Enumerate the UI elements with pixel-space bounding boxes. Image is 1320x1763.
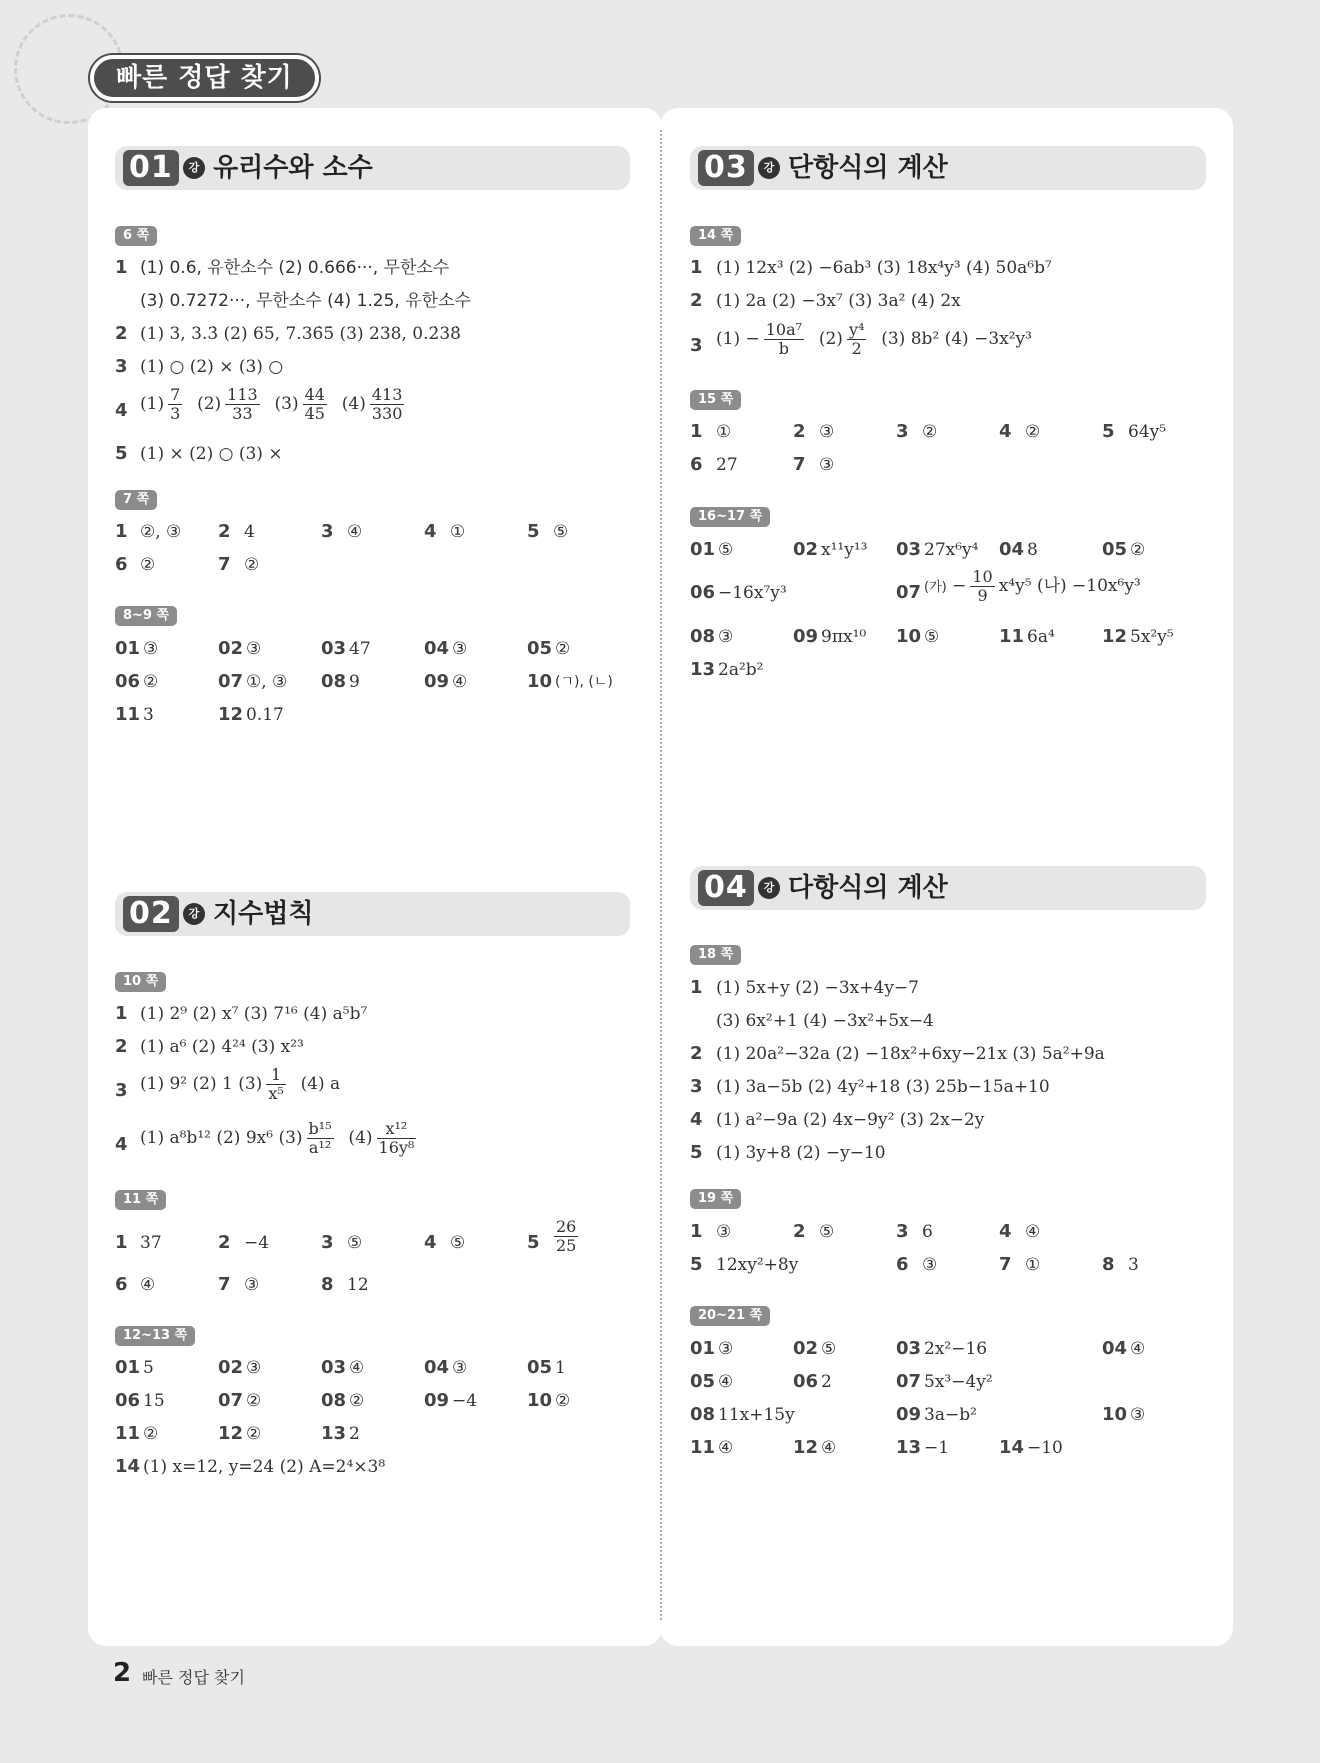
answer-fractions: (1) a⁸b¹² (2) 9x⁶ (3) $\frac{\text{b¹⁵}}{\text{a¹²}}$ (4) $\frac{\text{x¹²}}{\text{16y⁸}}$ [140,1119,415,1157]
answer: ② [555,1391,571,1411]
answer: ② [244,555,260,575]
answer: ④ [1130,1339,1146,1359]
q-number: 11 [115,1423,141,1444]
q-number: 4 [115,400,128,421]
answer: −4 [244,1233,270,1253]
q-number: 2 [218,521,231,542]
q-number: 12 [218,1423,244,1444]
answer: (1) 5x+y (2) −3x+4y−7 [716,978,919,998]
lecture-badge: 강 [758,877,780,899]
q-number: 04 [424,638,450,659]
q-number: 5 [690,1254,703,1275]
fraction: $\frac{413}{330}$ [371,385,403,423]
q-number: 07 [896,582,922,603]
q-number: 04 [999,539,1025,560]
q-number: 06 [115,671,141,692]
answer: ② [143,1424,159,1444]
answer: ④ [1025,1222,1041,1242]
q-number: 1 [690,1221,703,1242]
answer: (3) 0.7272···, 무한소수 (4) 1.25, 유한소수 [140,291,471,311]
q-number: 2 [793,1221,806,1242]
q-number: 4 [999,1221,1012,1242]
q-number: 13 [896,1437,922,1458]
q-number: 7 [218,1274,231,1295]
answer: ② [1130,540,1146,560]
q-number: 14 [999,1437,1025,1458]
q-number: 5 [527,1232,540,1253]
answer: ④ [140,1275,156,1295]
q-number: 05 [690,1371,716,1392]
answer: 15 [143,1391,165,1411]
q-number: 09 [424,671,450,692]
answer: ⑤ [821,1339,837,1359]
answer: ⑤ [718,540,734,560]
q-number: 08 [690,1404,716,1425]
fraction: $\frac{7}{3}$ [170,385,181,423]
answer: 64y⁵ [1128,422,1167,442]
q-number: 4 [424,1232,437,1253]
answer: (1) 2⁹ (2) x⁷ (3) 7¹⁶ (4) a⁵b⁷ [140,1004,368,1024]
page-tag: 8~9 쪽 [115,606,177,626]
page-tag: 15 쪽 [690,390,741,410]
answer: ③ [922,1255,938,1275]
section-title: 유리수와 소수 [213,153,373,183]
page-number: 2 [113,1658,132,1688]
answer: x¹¹y¹³ [821,540,868,560]
q-number: 07 [218,1390,244,1411]
q-number: 02 [218,1357,244,1378]
answer-fractions: (1) − $\frac{\text{10a⁷}}{b}$ (2) $\frac{\text{y⁴}}{2}$ (3) 8b² (4) −3x²y³ [716,320,1032,358]
q-number: 5 [690,1142,703,1163]
q-number: 10 [527,671,553,692]
answer: ②, ③ [140,522,182,542]
q-number: 01 [690,1338,716,1359]
q-number: 02 [218,638,244,659]
fraction: $\frac{\text{y⁴}}{2}$ [848,320,865,358]
q-number: 1 [115,1003,128,1024]
answer: ⑤ [450,1233,466,1253]
q-number: 04 [424,1357,450,1378]
answer: 0.17̇ [246,705,284,725]
answer: ② [1025,422,1041,442]
answer: −4 [452,1391,478,1411]
answer: 12xy²+8y [716,1255,799,1275]
q-number: 08 [321,671,347,692]
section-number: 03 [698,150,754,186]
answer: (ㄱ), (ㄴ) [555,674,613,690]
answer: 6a⁴ [1027,627,1055,647]
q-number: 12 [218,704,244,725]
section-number: 01 [123,150,179,186]
q-number: 01 [115,1357,141,1378]
q-number: 7 [793,454,806,475]
answer: 2 [349,1424,360,1444]
q-number: 1 [690,257,703,278]
section-03-header [690,146,1206,190]
answer: 27 [716,455,738,475]
q-number: 3 [321,1232,334,1253]
q-number: 2 [218,1232,231,1253]
q-number: 04 [1102,1338,1128,1359]
section-number: 02 [123,896,179,932]
q-number: 7 [218,554,231,575]
answer: ④ [452,672,468,692]
q-number: 01 [690,539,716,560]
fraction: $\frac{1}{\text{x⁵}}$ [268,1065,284,1103]
q-number: 11 [999,626,1025,647]
q-number: 8 [1102,1254,1115,1275]
q-number: 05 [527,1357,553,1378]
q-number: 4 [424,521,437,542]
q-number: 06 [793,1371,819,1392]
answer: ③ [819,455,835,475]
answer: (1) × (2) ○ (3) × [140,444,283,464]
column-divider [660,130,662,1620]
answer: ⑤ [347,1233,363,1253]
answer: −16x⁷y³ [718,583,787,603]
answer: ③ [244,1275,260,1295]
q-number: 03 [321,1357,347,1378]
q-number: 05 [1102,539,1128,560]
q-number: 11 [690,1437,716,1458]
q-number: 10 [1102,1404,1128,1425]
q-number: 06 [115,1390,141,1411]
section-02-header [115,892,630,936]
answer: ② [140,555,156,575]
answer: 12 [347,1275,369,1295]
answer: ⑤ [553,522,569,542]
q-number: 11 [115,704,141,725]
section-number: 04 [698,870,754,906]
q-number: 2 [690,290,703,311]
q-number: 01 [115,638,141,659]
q-number: 5 [527,521,540,542]
q-number: 14 [115,1456,141,1477]
q-number: 08 [321,1390,347,1411]
page-tag: 14 쪽 [690,226,741,246]
answer: (1) 2a (2) −3x⁷ (3) 3a² (4) 2x [716,291,961,311]
q-number: 03 [896,1338,922,1359]
answer: ③ [143,639,159,659]
section-title: 지수법칙 [213,899,314,929]
fraction: $\frac{26}{25}$ [556,1217,577,1255]
page-tag: 20~21 쪽 [690,1306,770,1326]
answer: 47 [349,639,371,659]
q-number: 03 [321,638,347,659]
answer: 27x⁶y⁴ [924,540,979,560]
q-number: 3 [896,421,909,442]
answer: ③ [246,639,262,659]
answer: 37 [140,1233,162,1253]
answer: 5x²y⁵ [1130,627,1174,647]
q-number: 09 [793,626,819,647]
answer: −10 [1027,1438,1063,1458]
answer: (1) 0.6, 유한소수 (2) 0.666···, 무한소수 [140,258,450,278]
q-number: 1 [115,1232,128,1253]
answer: ② [922,422,938,442]
lecture-badge: 강 [183,903,205,925]
answer: ① [716,422,732,442]
section-01-header [115,146,630,190]
page-tag: 12~13 쪽 [115,1326,195,1346]
q-number: 3 [115,356,128,377]
lecture-badge: 강 [758,157,780,179]
q-number: 6 [115,554,128,575]
fraction: $\frac{113}{33}$ [227,385,258,423]
answer: ③ [1130,1405,1146,1425]
q-number: 02 [793,1338,819,1359]
answer-fractions: (1) 9² (2) 1 (3) $\frac{1}{\text{x⁵}}$ (4) a [140,1065,341,1103]
answer: 2x²−16 [924,1339,988,1359]
answer: ④ [718,1372,734,1392]
q-number: 12 [1102,626,1128,647]
q-number: 6 [115,1274,128,1295]
q-number: 5 [115,443,128,464]
answer: ③ [819,422,835,442]
q-number: 05 [527,638,553,659]
answer: (1) 20a²−32a (2) −18x²+6xy−21x (3) 5a²+9a [716,1044,1105,1064]
answer: 2a²b² [718,660,764,680]
answer: ② [246,1391,262,1411]
answer: (1) a⁶ (2) 4²⁴ (3) x²³ [140,1037,304,1057]
answer: ⑤ [819,1222,835,1242]
answer: 3 [143,705,154,725]
footer-title: 빠른 정답 찾기 [142,1668,245,1687]
lecture-badge: 강 [183,157,205,179]
q-number: 3 [690,335,703,356]
q-number: 02 [793,539,819,560]
answer: ③ [452,639,468,659]
fraction: $\frac{\text{x¹²}}{\text{16y⁸}}$ [378,1119,415,1157]
page-header-title: 빠른 정답 찾기 [90,55,319,101]
q-number: 1 [690,421,703,442]
q-number: 4 [690,1109,703,1130]
answer: ④ [347,522,363,542]
answer: 4 [244,522,255,542]
answer: ④ [718,1438,734,1458]
q-number: 2 [115,323,128,344]
answer: ③ [718,627,734,647]
answer: 8 [1027,540,1038,560]
page-tag: 18 쪽 [690,945,741,965]
q-number: 09 [896,1404,922,1425]
q-number: 7 [999,1254,1012,1275]
q-number: 1 [690,977,703,998]
answer: 5 [143,1358,154,1378]
q-number: 3 [321,521,334,542]
answer: ② [143,672,159,692]
q-number: 3 [115,1080,128,1101]
q-number: 1 [115,521,128,542]
q-number: 6 [896,1254,909,1275]
page-tag: 7 쪽 [115,490,157,510]
q-number: 3 [690,1076,703,1097]
answer: ③ [452,1358,468,1378]
section-title: 다항식의 계산 [788,873,948,903]
answer: (1) a²−9a (2) 4x−9y² (3) 2x−2y [716,1110,985,1130]
q-number: 6 [690,454,703,475]
q-number: 10 [527,1390,553,1411]
answer: −1 [924,1438,950,1458]
fraction: $\frac{\text{10a⁷}}{b}$ [765,320,803,358]
answer-fraction: (가) − $\frac{10}{9}$ x⁴y⁵ (나) −10x⁶y³ [924,567,1141,605]
answer: 11x+15y [718,1405,795,1425]
q-number: 1 [115,257,128,278]
answer: 9πx¹⁰ [821,627,867,647]
q-number: 10 [896,626,922,647]
answer: (1) ○ (2) × (3) ○ [140,357,284,377]
answer: ⑤ [924,627,940,647]
fraction: $\frac{44}{45}$ [304,385,325,423]
answer: (1) 3, 3.3̇ (2) 65, 7.36̇5̇ (3) 238, 0.2̇38̇ [140,324,461,344]
q-number: 13 [690,659,716,680]
answer: 9 [349,672,360,692]
q-number: 2 [115,1036,128,1057]
page-tag: 11 쪽 [115,1190,166,1210]
q-number: 06 [690,582,716,603]
q-number: 4 [999,421,1012,442]
q-number: 2 [690,1043,703,1064]
answer: (3) 6x²+1 (4) −3x²+5x−4 [716,1011,934,1031]
answer: ② [349,1391,365,1411]
q-number: 2 [793,421,806,442]
answer: 3 [1128,1255,1139,1275]
q-number: 08 [690,626,716,647]
page-tag: 10 쪽 [115,972,166,992]
answer: 2 [821,1372,832,1392]
page-tag: 16~17 쪽 [690,507,770,527]
answer-fractions: (1) $\frac{7}{3}$ (2) $\frac{113}{33}$ (3) $\frac{44}{45}$ (4) $\frac{413}{330}$ [140,385,403,423]
answer: ② [555,639,571,659]
answer: ④ [821,1438,837,1458]
q-number: 13 [321,1423,347,1444]
answer: 5x³−4y² [924,1372,993,1392]
fraction: $\frac{\text{b¹⁵}}{\text{a¹²}}$ [308,1119,332,1157]
answer: ④ [349,1358,365,1378]
section-04-header [690,866,1206,910]
answer: 1 [555,1358,566,1378]
answer: ①, ③ [246,672,288,692]
answer: (1) 3a−5b (2) 4y²+18 (3) 25b−15a+10 [716,1077,1050,1097]
answer: ① [1025,1255,1041,1275]
answer: ③ [716,1222,732,1242]
answer: ③ [246,1358,262,1378]
q-number: 07 [896,1371,922,1392]
answer-fraction [550,1218,582,1255]
q-number: 4 [115,1134,128,1155]
q-number: 03 [896,539,922,560]
q-number: 09 [424,1390,450,1411]
answer: (1) x=12, y=24 (2) A=2⁴×3⁸ [143,1457,386,1477]
answer: (1) 12x³ (2) −6ab³ (3) 18x⁴y³ (4) 50a⁶b⁷ [716,258,1052,278]
q-number: 5 [1102,421,1115,442]
q-number: 12 [793,1437,819,1458]
q-number: 07 [218,671,244,692]
page-tag: 19 쪽 [690,1189,741,1209]
answer: 6 [922,1222,933,1242]
answer: ③ [718,1339,734,1359]
q-number: 3 [896,1221,909,1242]
answer: ① [450,522,466,542]
answer: (1) 3y+8 (2) −y−10 [716,1143,886,1163]
q-number: 8 [321,1274,334,1295]
answer: 3a−b² [924,1405,977,1425]
page-tag: 6 쪽 [115,226,157,246]
answer: ② [246,1424,262,1444]
fraction: $\frac{10}{9}$ [972,567,993,605]
section-title: 단항식의 계산 [788,153,948,183]
